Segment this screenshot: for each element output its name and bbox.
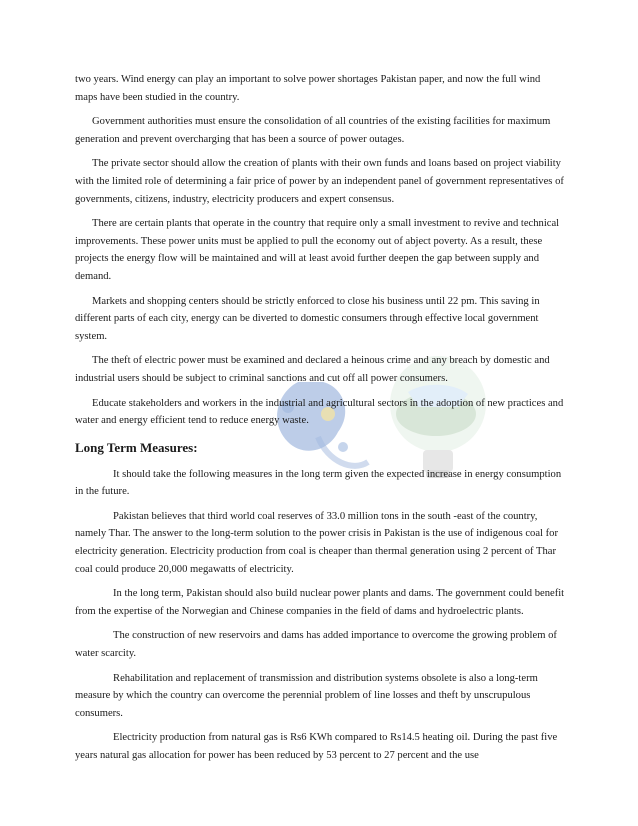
paragraph-natural-gas: Electricity production from natural gas is Rs6 KWh compared to Rs14.5 heating oil. During the past five years natural gas allocation for power has been reduced by 53 percent to 27 percent and the use bbox=[75, 732, 558, 761]
paragraph-nuclear-dams: In the long term, Pakistan should also build nuclear power plants and dams. The government could benefit from the expertise of the Norwegian and Chinese companies in the field of dams and hydroelectric plants. bbox=[75, 588, 565, 617]
paragraph-certain-plants: There are certain plants that operate in the country that require only a small investment to revive and technical improvements. These power units must be applied to pull the economy out of abject poverty. As a result, these projects the energy flow will be maintained and will at least avoid further deepen the gap between supply and demand. bbox=[75, 218, 560, 282]
paragraph-consolidation: Government authorities must ensure the consolidation of all countries of the existing facilities for maximum generation and prevent overcharging that has been a source of power outages. bbox=[75, 116, 551, 145]
paragraph-educate: Educate stakeholders and workers in the industrial and agricultural sectors in the adoption of new practices and water and energy efficient tend to reduce energy waste. bbox=[75, 397, 564, 427]
paragraph-reservoirs: The construction of new reservoirs and dams has added importance to overcome the growing problem of water scarcity. bbox=[75, 630, 557, 660]
paragraph-theft: The theft of electric power must be examined and declared a heinous crime and any breach by domestic and industrial users should be subject to criminal sanctions and cut off all power consumers. bbox=[75, 355, 550, 384]
paragraph-coal: Pakistan believes that third world coal reserves of 33.0 million tons in the south -east of the country, namely Thar. The answer to the long-term solution to the power crisis in Pakistan is the use of indigenous coal for electricity generation. Electricity production from coal is cheaper than thermal generation using 2 percent of Thar coal could produce 20,000 megawatts of electricity. bbox=[75, 510, 558, 575]
paragraph-markets: Markets and shopping centers should be strictly enforced to close his business until 22 pm. This saving in different parts of each city, energy can be diverted to domestic consumers through effective local government system. bbox=[75, 295, 540, 342]
paragraph-continuation: two years. Wind energy can play an important to solve power shortages Pakistan paper, and now the full wind maps have been studied in the country. bbox=[75, 74, 541, 103]
section-heading-long-term: Long Term Measures: bbox=[75, 439, 198, 455]
paragraph-rehabilitation: Rehabilitation and replacement of transmission and distribution systems obsolete is also a long-term measure by which the country can overcome the perennial problem of line losses and theft by unscrupulous consumers. bbox=[75, 672, 538, 719]
paragraph-long-term-intro: It should take the following measures in the long term given the expected increase in energy consumption in the future. bbox=[75, 468, 562, 498]
paragraph-private-sector: The private sector should allow the creation of plants with their own funds and loans based on project viability with the limited role of determining a fair price of power by an independent panel of government representatives of governments, citizens, industry, electricity producers and expert consensus. bbox=[75, 158, 564, 205]
document-body bbox=[75, 71, 565, 772]
